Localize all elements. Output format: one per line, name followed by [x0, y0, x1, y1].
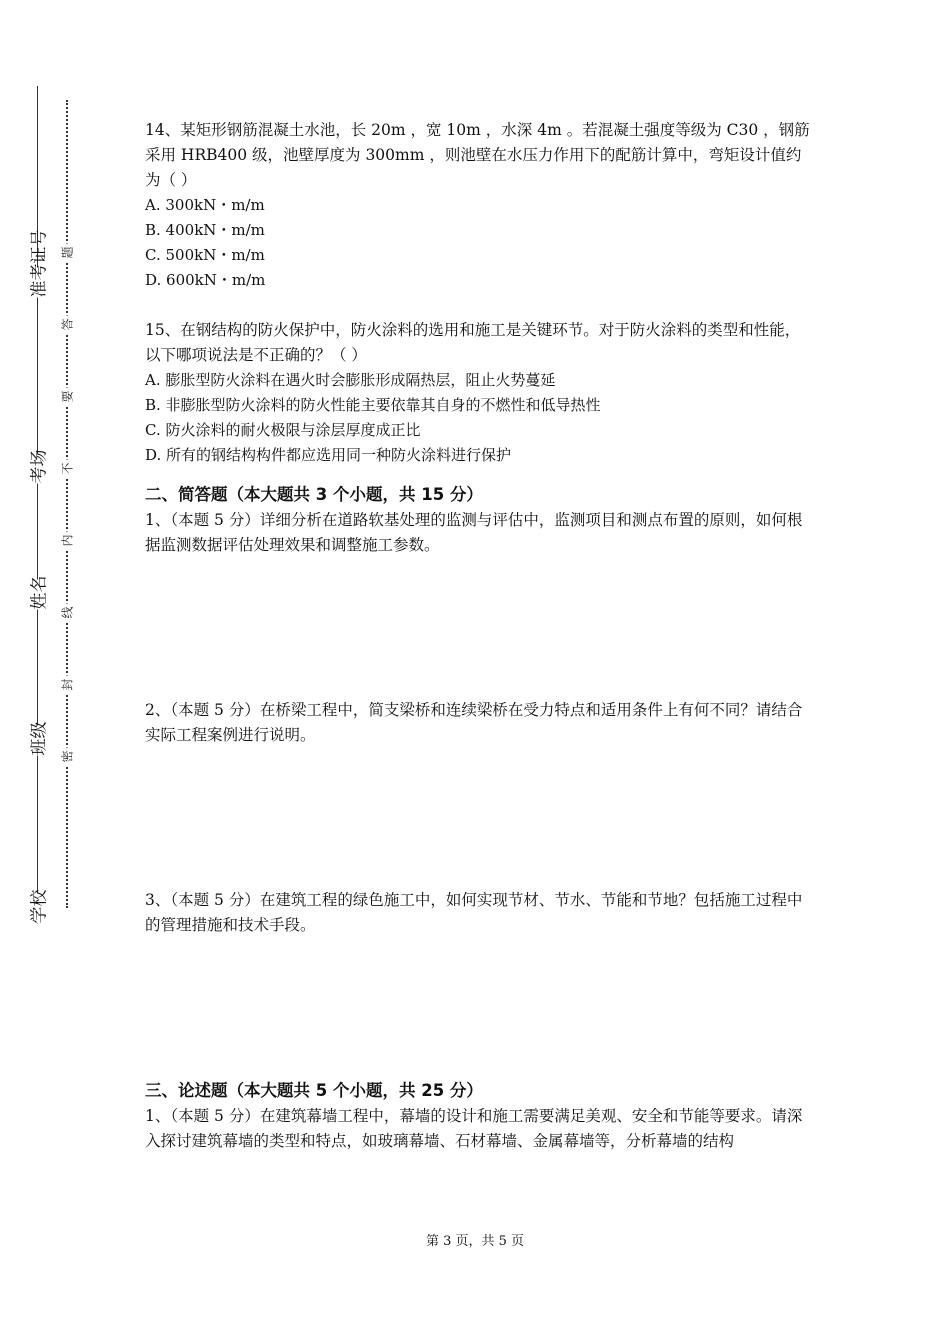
field-label-class: 班级: [25, 726, 50, 756]
short-answer-question-3: 3、（本题 5 分）在建筑工程的绿色施工中，如何实现节材、节水、节能和节地？包括施工过程中的管理措施和技术手段。: [145, 891, 803, 934]
short-answer-question-1: 1、（本题 5 分）详细分析在道路软基处理的监测与评估中，监测项目和测点布置的原则，如何根据监测数据评估处理效果和调整施工参数。: [145, 511, 803, 554]
seal-char: 封: [59, 676, 76, 694]
option-b: B. 非膨胀型防火涂料的防火性能主要依靠其自身的不燃性和低导热性: [145, 396, 601, 414]
seal-char: 答: [59, 316, 76, 334]
question-15: [145, 318, 815, 468]
option-d: D. 所有的钢结构构件都应选用同一种防火涂料进行保护: [145, 446, 512, 464]
essay-question-1: 1、（本题 5 分）在建筑幕墙工程中，幕墙的设计和施工需要满足美观、安全和节能等要求。请深入探讨建筑幕墙的类型和特点，如玻璃幕墙、石材幕墙、金属幕墙等，分析幕墙的结构: [145, 1107, 803, 1150]
section-title-short-answer: 二、简答题（本大题共 3 个小题，共 15 分）: [145, 485, 483, 504]
option-c: C. 500kN・m/m: [145, 246, 265, 264]
option-a: A. 膨胀型防火涂料在遇火时会膨胀形成隔热层，阻止火势蔓延: [145, 371, 556, 389]
field-label-school: 学校: [25, 894, 50, 924]
question-text: 14、某矩形钢筋混凝土水池，长 20m ，宽 10m ，水深 4m 。若混凝土强度等级为 C30 ，钢筋采用 HRB400 级，池壁厚度为 300mm ，则池壁在水压力作用下的配筋计算中，弯矩设计值约为（ ）: [145, 121, 810, 189]
seal-char: 题: [59, 244, 76, 262]
answer-space: [145, 938, 815, 1078]
option-d: D. 600kN・m/m: [145, 271, 266, 289]
seal-char: 密: [59, 748, 76, 766]
seal-char: 内: [59, 532, 76, 550]
answer-space: [145, 558, 815, 698]
seal-char: 不: [59, 460, 76, 478]
field-label-name: 姓名: [25, 580, 50, 610]
field-label-exam-number: 准考证号: [25, 268, 50, 298]
exam-content: [145, 118, 815, 1154]
option-b: B. 400kN・m/m: [145, 221, 265, 239]
page-footer: 第 3 页，共 5 页: [425, 1234, 525, 1249]
option-c: C. 防火涂料的耐火极限与涂层厚度成正比: [145, 421, 421, 439]
field-label-exam-room: 考场: [25, 454, 50, 484]
short-answer-question-2: 2、（本题 5 分）在桥梁工程中，简支梁桥和连续梁桥在受力特点和适用条件上有何不同？请结合实际工程案例进行说明。: [145, 701, 803, 744]
question-14: [145, 118, 815, 293]
answer-space: [145, 748, 815, 888]
question-text: 15、在钢结构的防火保护中，防火涂料的选用和施工是关键环节。对于防火涂料的类型和性能，以下哪项说法是不正确的？（ ）: [145, 321, 801, 364]
seal-char: 要: [59, 388, 76, 406]
seal-char: 线: [59, 604, 76, 622]
section-title-essay: 三、论述题（本大题共 5 个小题，共 25 分）: [145, 1081, 483, 1100]
option-a: A. 300kN・m/m: [145, 196, 265, 214]
binding-line: [37, 86, 38, 924]
binding-dotted-line: [66, 100, 68, 908]
